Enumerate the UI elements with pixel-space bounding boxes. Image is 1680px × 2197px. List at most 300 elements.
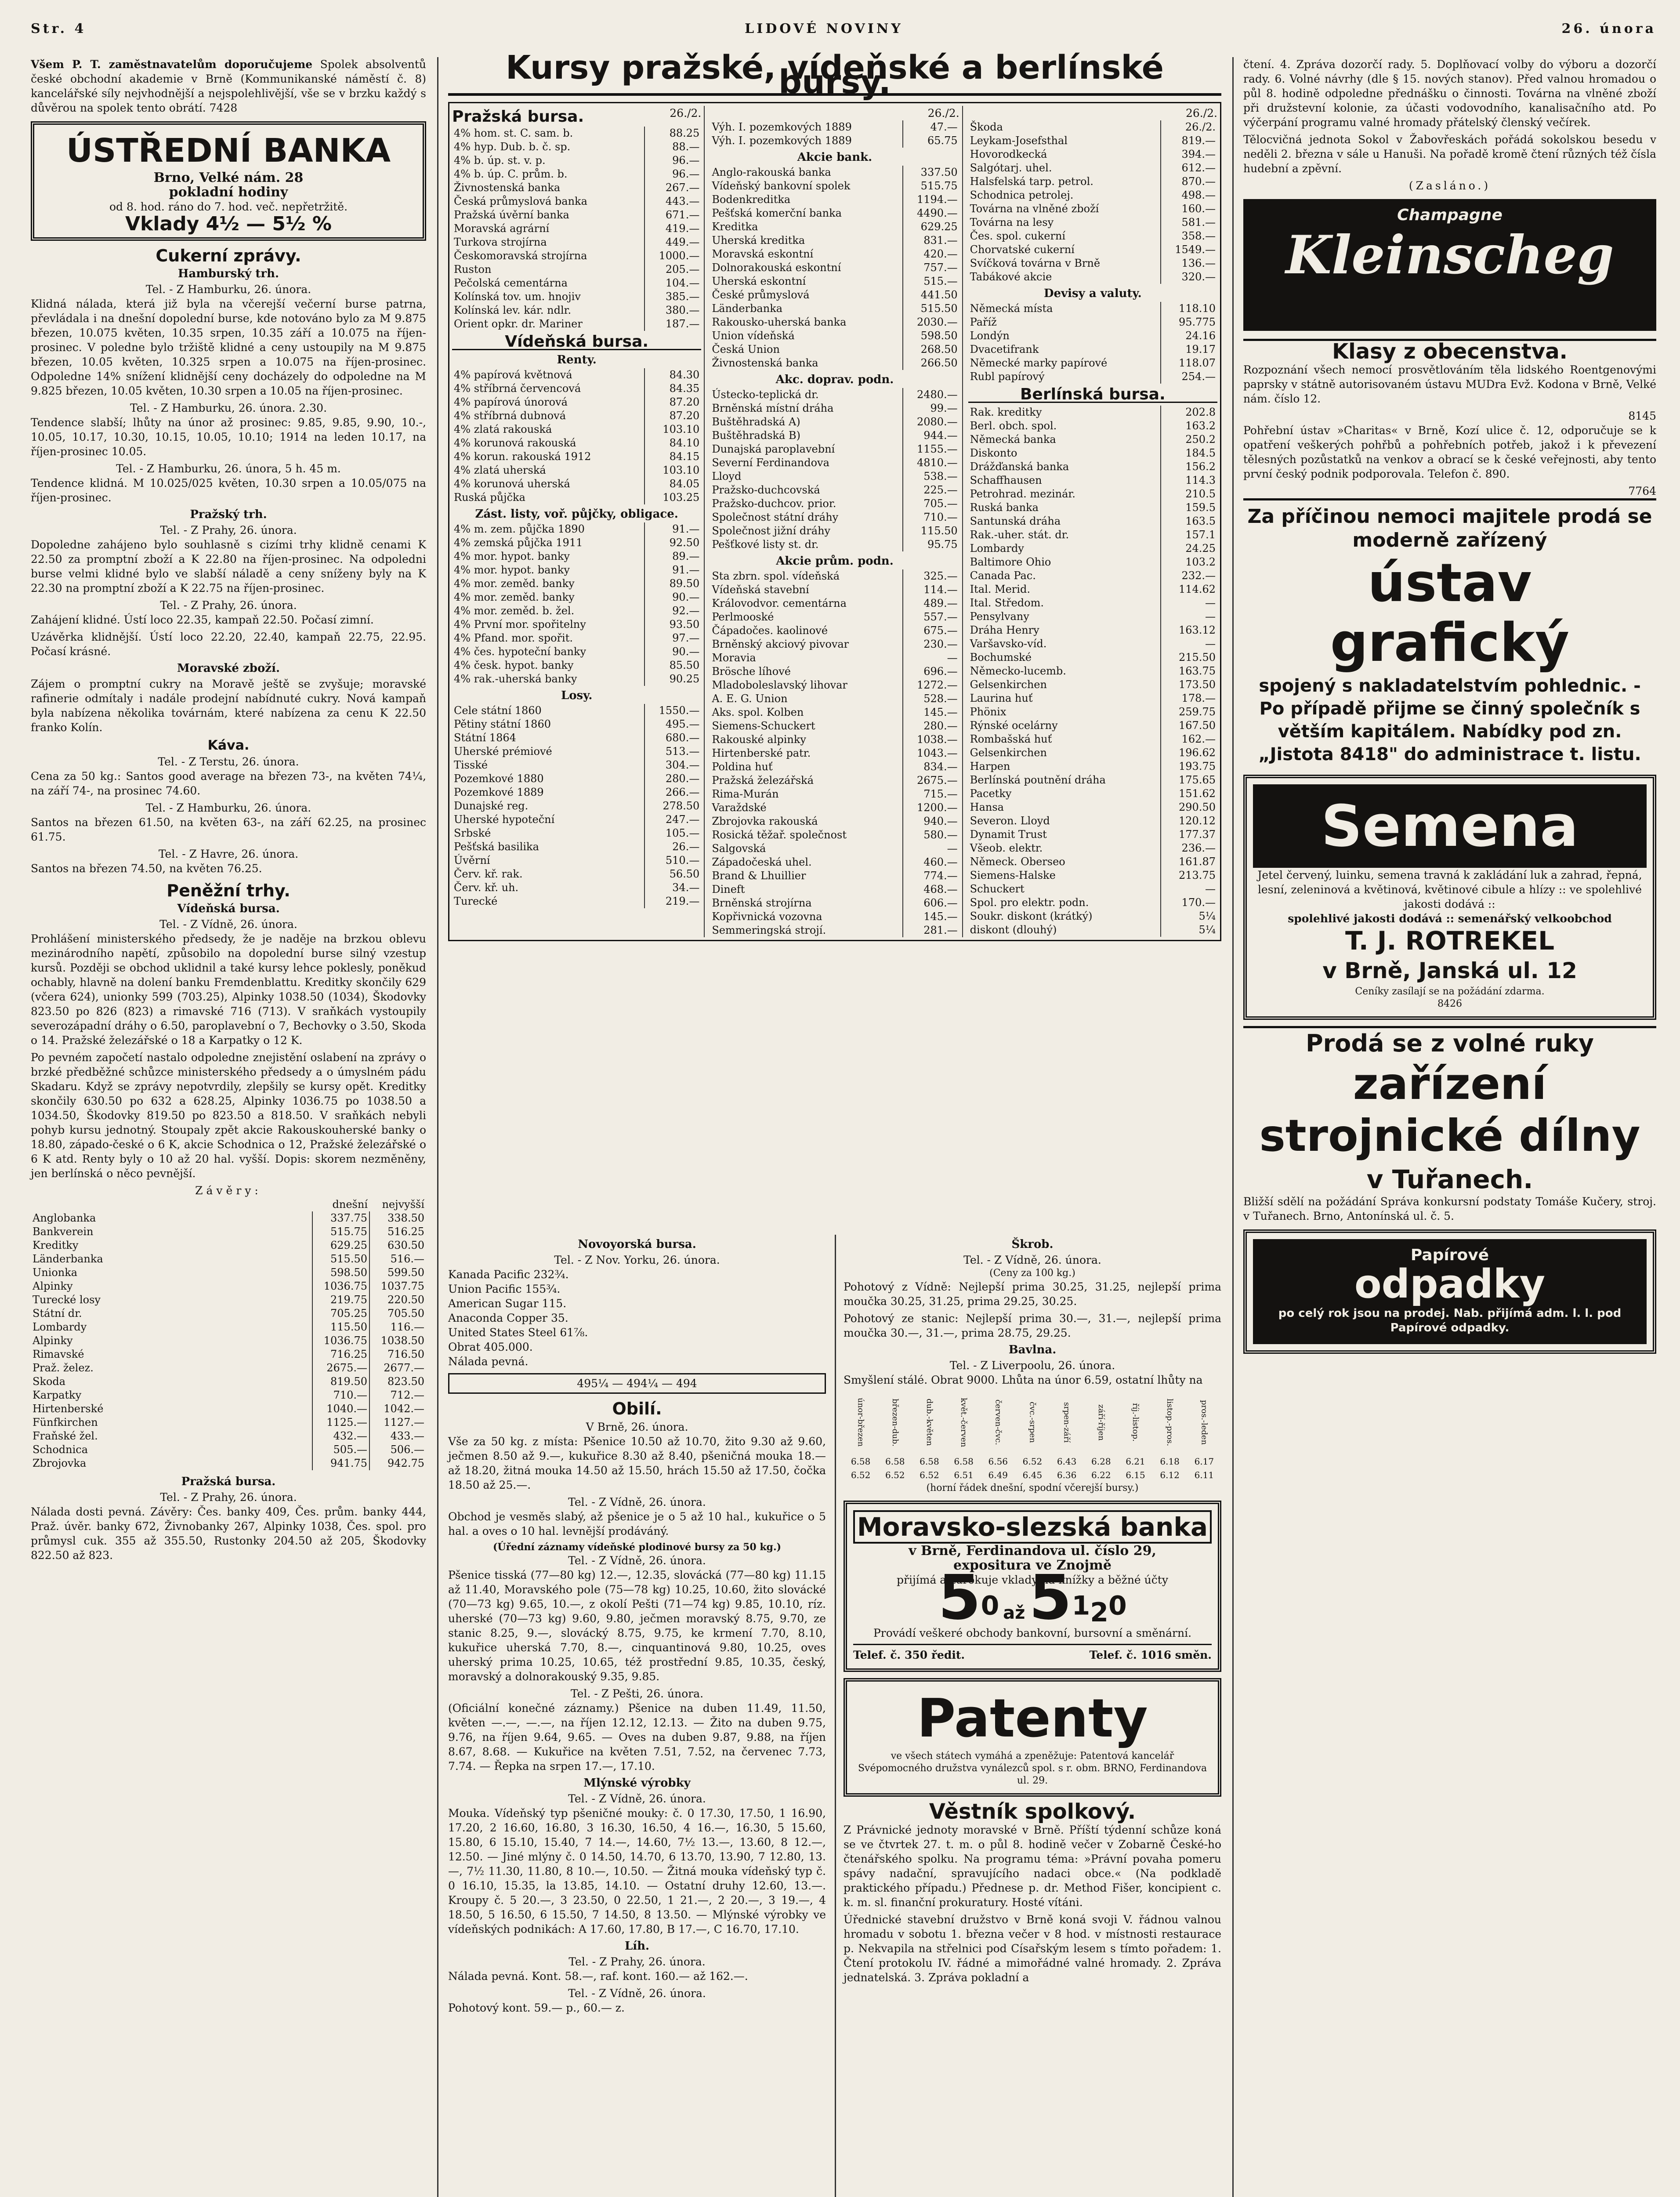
closing-table: [31, 1198, 426, 1470]
table-row: [452, 208, 701, 222]
row-value: 120.12: [1161, 814, 1217, 828]
table-row: [710, 415, 959, 429]
bank-address: v Brně, Ferdinandova ul. číslo 29,: [909, 1543, 1156, 1559]
row-label: Rubl papírový: [970, 370, 1045, 383]
cotton-month: říj.-listop.: [1130, 1403, 1140, 1442]
row-value: 145.—: [903, 910, 959, 924]
table-row: [968, 596, 1217, 610]
table-row: [31, 1457, 426, 1470]
row-label: Pozemkové 1880: [454, 772, 544, 785]
table-row: [452, 881, 701, 895]
row-value: —: [903, 651, 959, 665]
dateline: V Brně, 26. února.: [586, 1421, 688, 1433]
row-label: Petrohrad. mezinár.: [970, 488, 1075, 500]
row-value: 115.50: [903, 524, 959, 538]
table-row: [968, 134, 1217, 148]
table-row: [968, 692, 1217, 705]
row-label: 4% hom. st. C. sam. b.: [454, 127, 573, 139]
row-value: 281.—: [903, 924, 959, 937]
spirit-heading: Líh.: [624, 1940, 650, 1953]
row-value: 163.5: [1161, 515, 1217, 528]
table-row: [710, 429, 959, 442]
starch-heading: Škrob.: [1011, 1238, 1054, 1251]
row-value: 449.—: [644, 236, 701, 249]
table-row: [710, 747, 959, 760]
notice-text: Spolek absolventů české obchodní akademie v Brně (Kommunikanské náměstí č. 8) kancelářské síly nejvhodnější a nejspolehlivější, vše se v brzku každý s důvěrou na spolek tento obrátí. 7428: [31, 58, 426, 114]
row-label: Brněnský akciový pivovar: [712, 638, 849, 650]
seeds-title: Semena: [1253, 784, 1647, 868]
table-row: [452, 867, 701, 881]
row-label: Gelsenkirchen: [970, 678, 1047, 691]
column-left: [31, 57, 426, 2197]
row-value: 419.—: [644, 222, 701, 236]
row-label: Praž. želez.: [33, 1362, 94, 1374]
table-row: [968, 610, 1217, 624]
row-label: 4% m. zem. půjčka 1890: [454, 523, 585, 535]
dateline: Tel. - Z Havre, 26. února.: [158, 848, 299, 860]
cotton-month: červen-čvc.: [993, 1399, 1003, 1445]
row-value: 870.—: [1161, 175, 1217, 189]
table-row: [452, 154, 701, 167]
rates-table: [452, 127, 701, 331]
bank-services: Provádí veškeré obchody bankovní, bursovní a směnární.: [873, 1627, 1192, 1639]
row-label: Moravská eskontní: [712, 248, 814, 260]
bank-rate: Vklady 4½ — 5½ %: [125, 213, 332, 235]
row-value: 516.—: [369, 1252, 426, 1266]
cotton-value: 6.52: [885, 1470, 905, 1480]
grain-heading: Obilí.: [612, 1399, 662, 1418]
row-value: 213.75: [1161, 869, 1217, 882]
row-label: Česká průmyslová banka: [454, 195, 587, 207]
table-row: [452, 563, 701, 577]
row-value: 56.50: [644, 867, 701, 881]
row-label: Kopřivnická vozovna: [712, 910, 822, 923]
row-label: 4% korunová uherská: [454, 478, 570, 490]
row-value: 528.—: [903, 692, 959, 706]
row-label: Pražsko-duchcov. prior.: [712, 497, 836, 510]
row-value: 5¼: [1161, 923, 1217, 937]
row-value: 193.75: [1161, 760, 1217, 773]
column-middle-a: [448, 1235, 826, 2018]
table-row: [968, 719, 1217, 732]
row-label: Brněnská místní dráha: [712, 402, 834, 414]
row-label: Srbské: [454, 827, 491, 839]
cotton-value: 6.52: [851, 1470, 871, 1480]
row-label: Paříž: [970, 316, 997, 328]
workshop-headline: Prodá se z volné ruky: [1243, 1026, 1656, 1055]
bank-accept: přijímá a zúrokuje vklady na knížky a běžné účty: [897, 1573, 1168, 1586]
row-label: Mladoboleslavský lihovar: [712, 679, 847, 691]
table-row: [452, 840, 701, 854]
row-value: 115.50: [312, 1320, 369, 1334]
row-value: 612.—: [1161, 161, 1217, 175]
row-label: Siemens-Schuckert: [712, 720, 815, 732]
masthead-center: LIDOVÉ NOVINY: [745, 21, 903, 36]
row-value: 495.—: [644, 718, 701, 731]
row-value: 114.3: [1161, 474, 1217, 487]
list-item: Kanada Pacific 232¾.: [448, 1268, 569, 1281]
row-value: —: [1161, 610, 1217, 624]
row-value: 538.—: [903, 470, 959, 483]
table-row: [710, 497, 959, 511]
row-label: Londýn: [970, 330, 1010, 342]
bank-branch: expositura ve Znojmě: [953, 1558, 1112, 1573]
table-row: [968, 148, 1217, 161]
article-text: Smyšlení stálé. Obrat 9000. Lhůta na únor 6.59, ostatní lhůty na: [844, 1374, 1203, 1386]
row-value: —: [903, 842, 959, 856]
row-label: Dynamit Trust: [970, 828, 1047, 841]
row-label: Tabákové akcie: [970, 271, 1052, 283]
row-value: 89.50: [644, 577, 701, 591]
row-label: Kreditky: [33, 1239, 79, 1251]
row-label: České průmyslová: [712, 289, 810, 301]
row-value: 84.05: [644, 477, 701, 491]
row-label: Ruská půjčka: [454, 491, 525, 504]
table-row: [968, 370, 1217, 384]
table-row: [452, 799, 701, 813]
row-label: Pečolská cementárna: [454, 277, 568, 289]
table-row: [968, 855, 1217, 869]
row-label: Českomoravská strojírna: [454, 250, 587, 262]
table-row: [710, 760, 959, 774]
row-value: 97.—: [644, 631, 701, 645]
row-value: 84.30: [644, 368, 701, 382]
row-value: 675.—: [903, 624, 959, 638]
bank-phone: Telef. č. 350 ředit.: [853, 1649, 965, 1661]
rates-table: [710, 569, 959, 937]
row-label: Rombašská huť: [970, 733, 1052, 745]
column-middle: [448, 49, 1221, 2197]
table-row: [968, 189, 1217, 202]
row-value: 84.15: [644, 450, 701, 464]
row-label: Bochumské: [970, 651, 1032, 663]
table-row: [31, 1402, 426, 1416]
patents-title: Patenty: [917, 1688, 1148, 1749]
table-row: [452, 249, 701, 263]
row-value: 581.—: [1161, 216, 1217, 229]
table-row: [710, 356, 959, 370]
row-value: 162.—: [1161, 732, 1217, 746]
rates-table: [710, 166, 959, 370]
row-value: 337.75: [312, 1211, 369, 1225]
row-label: Brösche líhové: [712, 665, 791, 678]
row-label: 4% rak.-uherská banky: [454, 673, 577, 685]
row-value: 320.—: [1161, 270, 1217, 284]
row-label: Salgovská: [712, 842, 766, 855]
article-text: Uzávěrka klidnější. Ústí loco 22.20, 22.40, kampaň 22.75, 22.95. Počasí krásné.: [31, 631, 426, 658]
article-text: Cena za 50 kg.: Santos good average na březen 73-, na květen 74¼, na září 74-, na prosinec 74.60.: [31, 770, 426, 797]
dateline: Tel. - Z Vídně, 26. února.: [159, 918, 297, 931]
row-value: 104.—: [644, 276, 701, 290]
row-value: 4490.—: [903, 207, 959, 220]
sale-headline: Za příčinou nemoci majitele prodá se moderně zařízený: [1243, 498, 1656, 552]
column-right: [1243, 57, 1656, 2197]
cotton-value: 6.58: [954, 1456, 974, 1467]
row-label: Rima-Murán: [712, 788, 779, 800]
row-value: 247.—: [644, 813, 701, 827]
table-row: [710, 329, 959, 343]
row-value: 26./2.: [1161, 120, 1217, 134]
row-label: Drážďanská banka: [970, 460, 1069, 473]
row-value: 505.—: [312, 1443, 369, 1457]
table-row: [968, 515, 1217, 528]
row-label: Baltimore Ohio: [970, 556, 1051, 568]
row-value: 1043.—: [903, 747, 959, 760]
table-row: [710, 583, 959, 597]
row-label: Továrna na lesy: [970, 216, 1054, 228]
row-value: 268.50: [903, 343, 959, 356]
row-label: Cele státní 1860: [454, 704, 542, 717]
row-value: 280.—: [644, 772, 701, 786]
row-label: Západočeská uhel.: [712, 856, 812, 868]
table-row: [710, 388, 959, 402]
cotton-month: srpen-září: [1062, 1402, 1072, 1443]
table-row: [710, 569, 959, 583]
row-label: Berl. obch. spol.: [970, 420, 1057, 432]
table-row: [968, 787, 1217, 801]
row-label: Pacetky: [970, 787, 1012, 800]
row-value: 705.—: [903, 497, 959, 511]
ny-figures-bar: 495¼ — 494¼ — 494: [448, 1373, 826, 1394]
table-header: dnešní nejvyšší: [332, 1198, 424, 1211]
row-value: 1037.75: [369, 1280, 426, 1293]
row-value: 160.—: [1161, 202, 1217, 216]
row-value: 96.—: [644, 154, 701, 167]
row-value: 1040.—: [312, 1402, 369, 1416]
row-label: Rakouské alpinky: [712, 733, 806, 746]
row-value: 91.—: [644, 522, 701, 536]
table-row: [968, 229, 1217, 243]
row-value: 2480.—: [903, 388, 959, 402]
cotton-month: únor-březen: [856, 1398, 865, 1447]
row-label: Dvacetifrank: [970, 343, 1039, 355]
row-value: 580.—: [903, 828, 959, 842]
table-row: [452, 895, 701, 908]
row-label: Hansa: [970, 801, 1004, 813]
row-value: 2677.—: [369, 1361, 426, 1375]
row-value: 629.25: [312, 1239, 369, 1252]
row-label: Škoda: [970, 121, 1003, 133]
row-label: 4% První mor. spořitelny: [454, 618, 586, 631]
table-row: [452, 731, 701, 745]
table-row: [710, 665, 959, 678]
table-row: [968, 446, 1217, 460]
prague-bourse-heading: Pražská bursa.: [181, 1475, 276, 1488]
row-value: 4810.—: [903, 456, 959, 470]
row-value: 95.75: [903, 538, 959, 551]
row-value: 498.—: [1161, 189, 1217, 202]
row-label: Státní dr.: [33, 1307, 82, 1320]
row-label: 4% mor. hypot. banky: [454, 564, 570, 576]
dateline: Tel. - Z Hamburku, 26. února.: [145, 801, 311, 814]
row-value: 1550.—: [644, 704, 701, 718]
table-row: [710, 910, 959, 924]
dateline: Tel. - Z Terstu, 26. února.: [158, 755, 299, 768]
kleinscheg-ad: [1243, 199, 1656, 331]
row-label: 4% hyp. Dub. b. č. sp.: [454, 141, 571, 153]
table-row: [31, 1361, 426, 1375]
row-value: 757.—: [903, 261, 959, 275]
dateline: Tel. - Z Vídně, 26. února.: [568, 1987, 706, 2000]
sale-text: spojený s nakladatelstvím pohlednic. - Po případě přijme se činný společník s větším kapitálem. Nabídky pod zn. „Jistota 8418" do administrace t. listu.: [1258, 676, 1641, 765]
seeds-address: v Brně, Janská ul. 12: [1322, 958, 1577, 983]
cotton-value: 6.43: [1057, 1456, 1077, 1467]
row-label: Brand & Lhuillier: [712, 870, 806, 882]
table-row: [452, 276, 701, 290]
table-row: [710, 896, 959, 910]
row-label: Turkova strojírna: [454, 236, 547, 248]
dateline: Tel. - Z Prahy, 26. února.: [568, 1955, 706, 1968]
row-label: 4% Pfand. mor. spořit.: [454, 632, 573, 644]
table-row: [710, 869, 959, 883]
article-text: Mouka. Vídeňský typ pšeničné mouky: č. 0 17.30, 17.50, 1 16.90, 17.20, 2 16.60, 16.80, 3 16.30, 16.50, 4 16.—, 16.30, 5 15.60, 15.80, 6 15.10, 15.40, 7 14.—, 14.60, 7½ 13.—, 13.60, 8 12.—, 12.50. — Jiné mlýny č. 0 14.50, 14.70, 6 13.70, 13.90, 7 12.80, 13.—, 7½ 11.30, 11.80, 8 10.—, 10.50. — Žitná mouka vídeňský typ č. 0 16.10, 15.35, la 13.85, 14.10. — Ostatní druhy 12.60, 13.—. Kroupy č. 5 20.—, 3 23.50, 0 22.50, 1 21.—, 2 20.—, 3 19.—, 4 18.50, 5 16.50, 6 15.50, 7 14.50, 8 13.50. — Mlýnské výrobky ve vídeňských podnikách: A 17.60, 17.80, B 17.—, C 16.70, 17.10.: [448, 1807, 826, 1936]
row-label: Fünfkirchen: [33, 1416, 98, 1428]
row-value: 184.5: [1161, 446, 1217, 460]
dateline: Tel. - Z Hamburku, 26. února. 2.30.: [130, 402, 327, 414]
row-label: Salgótarj. uhel.: [970, 162, 1052, 174]
row-value: 1155.—: [903, 442, 959, 456]
row-value: 163.12: [1161, 624, 1217, 637]
article-text: (Oficiální konečné záznamy.) Pšenice na duben 11.49, 11.50, květen —.—, —.—, na říjen 12.12, 12.13. — Žito na duben 9.75, 9.76, na říjen 9.64, 9.65. — Oves na duben 9.87, 9.88, na říjen 8.67, 8.68. — Kukuřice na květen 7.51, 7.52, na červenec 7.73, 7.74. — Řepka na srpen 17.—, 17.10.: [448, 1702, 826, 1773]
row-label: Tisské: [454, 759, 488, 771]
seeds-note: Ceníky zasílají se na požádání zdarma.: [1355, 986, 1545, 997]
row-label: Bankverein: [33, 1225, 94, 1238]
table-row: [968, 161, 1217, 175]
row-label: 4% mor. zeměd. banky: [454, 577, 575, 590]
row-value: 215.50: [1161, 651, 1217, 664]
table-row: [452, 577, 701, 591]
bonds-heading: Zást. listy, voř. půjčky, obligace.: [475, 508, 678, 521]
table-row: [452, 167, 701, 181]
table-row: [31, 1348, 426, 1361]
row-value: 161.87: [1161, 855, 1217, 869]
ad-number: 7764: [1628, 485, 1656, 497]
list-item: Union Pacific 155¾.: [448, 1283, 561, 1295]
cotton-value: 6.52: [1022, 1456, 1043, 1467]
row-value: 24.25: [1161, 542, 1217, 555]
row-value: 1549.—: [1161, 243, 1217, 257]
table-row: [452, 786, 701, 799]
row-value: 516.25: [369, 1225, 426, 1239]
table-row: [968, 746, 1217, 760]
row-label: Vídeňská stavební: [712, 584, 809, 596]
dateline: Tel. - Z Prahy, 26. února.: [160, 1491, 297, 1504]
table-row: [710, 275, 959, 288]
row-value: 90.—: [644, 591, 701, 604]
row-value: 468.—: [903, 883, 959, 896]
row-label: Poldina huť: [712, 761, 773, 773]
rates-table: [452, 368, 701, 504]
table-row: [968, 869, 1217, 882]
row-value: 177.37: [1161, 828, 1217, 841]
table-row: [710, 315, 959, 329]
table-row: [968, 814, 1217, 828]
cotton-value: 6.22: [1091, 1470, 1111, 1480]
row-value: 187.—: [644, 317, 701, 331]
row-label: Halsfelská tarp. petrol.: [970, 175, 1093, 188]
row-value: 325.—: [903, 569, 959, 583]
row-label: Lombardy: [970, 542, 1024, 555]
table-row: [968, 841, 1217, 855]
table-row: [968, 555, 1217, 569]
vienna-bourse-heading: Vídeňská bursa.: [452, 334, 701, 350]
row-label: Schuckert: [970, 883, 1025, 895]
table-row: [968, 501, 1217, 515]
table-row: [968, 760, 1217, 773]
row-value: 1038.50: [369, 1334, 426, 1348]
row-label: Německé marky papírové: [970, 357, 1108, 369]
row-label: Ruston: [454, 263, 492, 276]
row-label: Semmeringská strojí.: [712, 924, 826, 936]
moravian-silesian-bank-ad: [844, 1501, 1221, 1672]
row-label: Dolnorakouská eskontní: [712, 261, 841, 274]
row-label: diskont (dlouhý): [970, 924, 1057, 936]
table-row: [968, 542, 1217, 555]
cotton-month: pros.-leden: [1199, 1399, 1209, 1445]
row-value: 944.—: [903, 429, 959, 442]
table-row: [31, 1416, 426, 1429]
table-row: [31, 1443, 426, 1457]
table-row: [968, 678, 1217, 692]
row-label: Skoda: [33, 1375, 66, 1388]
row-value: 196.62: [1161, 746, 1217, 760]
row-value: 834.—: [903, 760, 959, 774]
cotton-table: [844, 1390, 1221, 1482]
row-label: Phönix: [970, 706, 1007, 718]
table-row: [31, 1389, 426, 1402]
table-row: [710, 774, 959, 787]
cotton-value: 6.15: [1126, 1470, 1145, 1480]
rates-date: 26./2.: [927, 107, 959, 120]
cotton-month: květ.-červen: [959, 1397, 969, 1447]
ad-number: 8145: [1628, 410, 1656, 422]
table-row: [968, 664, 1217, 678]
row-value: 202.8: [1161, 406, 1217, 419]
table-row: [968, 433, 1217, 446]
row-label: Ruská banka: [970, 501, 1039, 514]
table-row: [968, 257, 1217, 270]
table-row: [452, 368, 701, 382]
table-row: [452, 718, 701, 731]
row-label: 4% b. úp. st. v. p.: [454, 154, 546, 167]
row-label: Schodnica: [33, 1443, 88, 1456]
article-text: Zájem o promptní cukry na Moravě ještě se zvyšuje; moravské rafinerie odmítaly i nadále prodejní nabídnuté cukry. Nová kampaň byla nabízena několika továrnám, které nabízena za cenu K 22.50 franko Kolín.: [31, 678, 426, 734]
table-row: [710, 247, 959, 261]
row-label: Perlmooské: [712, 611, 774, 623]
cotton-month: listop.-pros.: [1165, 1398, 1175, 1447]
row-label: Živnostenská banka: [712, 357, 818, 369]
dateline: Tel. - Z Prahy, 26. února.: [160, 599, 297, 612]
workshop-title: zařízení strojnické dílny: [1259, 1058, 1640, 1161]
row-value: 175.65: [1161, 773, 1217, 787]
column-middle-b: [844, 1235, 1221, 1987]
table-row: [452, 758, 701, 772]
table-row: [452, 181, 701, 195]
table-row: [710, 610, 959, 624]
table-row: [452, 236, 701, 249]
note: (Ceny za 100 kg.): [989, 1268, 1075, 1279]
table-row: [452, 140, 701, 154]
row-label: Rimavské: [33, 1348, 84, 1360]
rates-table: [710, 388, 959, 551]
table-row: [452, 382, 701, 395]
row-value: 34.—: [644, 881, 701, 895]
table-row: [452, 477, 701, 491]
row-value: 819.50: [312, 1375, 369, 1389]
article-text: Rozpoznání všech nemocí prosvětlováním těla lidského Roentgenovými paprsky v státně autorisovaném ústavu MUDra Evž. Kodona v Brně, Velké nám. číslo 12.: [1243, 363, 1656, 405]
kleinscheg-title: Kleinscheg: [1285, 224, 1614, 286]
club-bulletin-heading: Věstník spolkový.: [929, 1799, 1136, 1824]
